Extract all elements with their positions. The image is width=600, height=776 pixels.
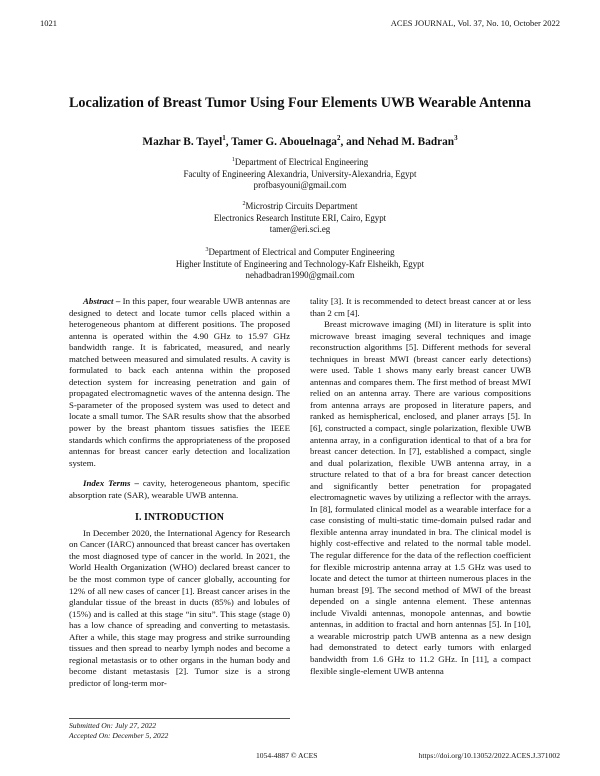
author-list: Mazhar B. Tayel$^1$, Tamer G. Abouelnaga$^2$, and Nehad M. Badran$^3$ [142, 134, 458, 148]
affiliation-2: $^2$Microstrip Circuits Department Electronics Research Institute ERI, Cairo, Egypt tamer@eri.sci.eg [40, 199, 560, 236]
affiliation-email: profbasyouni@gmail.com [253, 180, 347, 191]
affiliation-1: $^1$Department of Electrical Engineering Faculty of Engineering Alexandria, University-Alexandria, Egypt profbasyouni@gmail.com [40, 155, 560, 192]
affiliation-org: Faculty of Engineering Alexandria, University-Alexandria, Egypt [183, 168, 417, 179]
index-terms: Index Terms – cavity, heterogeneous phantom, specific absorption rate (SAR), wearable UWB antenna. [69, 478, 290, 500]
issn-footer: 1054-4887 © ACES [256, 751, 318, 760]
author-name: Tamer G. Abouelnaga [231, 135, 337, 148]
accepted-date: Accepted On: December 5, 2022 [69, 731, 169, 740]
affiliation-dept: Department of Electrical and Computer Engineering [208, 246, 395, 257]
affiliation-email: tamer@eri.sci.eg [269, 224, 331, 235]
body-paragraph: Breast microwave imaging (MI) in literature is split into microwave breast imaging several techniques and image reconstruction algorithms [5]. Different methods for several techniques in breast MWI (breast cancer early detections) were used. Table 1 shows many early breast cancer UWB antennas and compares them. The first method of breast MWI relied on an antenna array. There are various compositions from antenna arrays are proposed in literature papers, and ranked as hemispherical, enclosed, and planer arrays [5]. In [6], constructed a compact, single polarization, flexible UWB antenna array, in a configuration identical to that of a bra for breast cancer detection. In [7], established a compact, single and dual polarization, flexible UWB antenna array, in a structure related to that of a bra for breast cancer detection and significantly better penetration for propagated electromagnetic waves by utilizing a reflector with the arrays. In [8], formulated clinical model as a wearable interface for a case consisting of multi-static time-domain pulsed radar and flexible antenna array inundated in bra. The clinical model is highly cost-effective and related to the normal table model. The regular difference for the data of the reflection coefficient for flexible microstrip antenna array at 1.5 GHz was used to locate and detect the tumor at thirteen numerous places in the human breast [9]. The second method of MWI of the breast depended on a single antenna element. These antennas include Vivaldi antennas, monopole antennas, and bowtie antennas, in addition to fractal and horn antennas [5]. In [10], a wearable microstrip patch UWB antenna as a new design had demonstrated to detect early tumors with enlarged bandwidth from 1.6 GHz to 11.2 GHz. In [11], a compact flexible single-element UWB antenna [310, 319, 531, 676]
intro-paragraph: In December 2020, the International Agency for Research on Cancer (IARC) announced that breast cancer has overtaken the most diagnosed type of cancer in the world. In 2021, the World Health Organization (WHO) declared breast cancer to be the most common type of cancer globally, accounting for 12% of all new cases of cancer [1]. Breast cancer arises in the glandular tissue of the breast in ducts (85%) and lobules of (15%) and is called at this stage “in situ”. This stage (stage 0) has a low chance of spreading and converting to metastasis. After a while, this stage may progress and strike surrounding tissues and then spread to nearby lymph nodes and become a regional metastasis or to other organs in the human body and become distant metastasis [2]. Tumor size is a strong predictor of long-term mor- [69, 527, 290, 688]
paper-title: Localization of Breast Tumor Using Four Elements UWB Wearable Antenna [68, 95, 532, 111]
left-column [69, 296, 290, 690]
author-name: Mazhar B. Tayel [142, 135, 223, 148]
author-affil-mark: 3 [454, 134, 458, 142]
body-paragraph: tality [3]. It is recommended to detect breast cancer at or less than 2 cm [4]. [310, 296, 531, 318]
doi-link[interactable]: https://doi.org/10.13052/2022.ACES.J.371002 [418, 751, 560, 760]
affiliation-org: Electronics Research Institute ERI, Cairo, Egypt [213, 212, 387, 223]
affiliation-email: nehadbadran1990@gmail.com [245, 270, 355, 281]
index-terms-text: cavity, heterogeneous phantom, specific absorption rate (SAR), wearable UWB antenna. [69, 478, 290, 500]
affiliation-dept: Microstrip Circuits Department [245, 200, 358, 211]
submission-footnote [69, 718, 290, 741]
author-affil-mark: 2 [336, 134, 341, 142]
journal-header: ACES JOURNAL, Vol. 37, No. 10, October 2022 [390, 18, 560, 28]
abstract: Abstract – In this paper, four wearable UWB antennas are designed to detect and locate tumor cells placed within a heterogeneous phantom at different positions. The proposed antenna is operated within the 4.90 GHz to 15.97 GHz bandwidth range. It is fabricated, measured, and nearly matched between measured and simulated results. A cavity is formulated to back each antenna within the proposed detection system for increasing penetration and gain of propagated electromagnetic waves of the antenna design. The S-parameter of the proposed system was used to detect and locate a small tumor. The SAR results show that the absorbed power by the breast phantom tissues satisfies the IEEE standards which confirms the appropriateness of the proposed antennas for breast cancer early detection and localization system. [69, 296, 290, 468]
affiliation-3: $^3$Department of Electrical and Computer Engineering Higher Institute of Engineering and Technology-Kafr Elsheikh, Egypt nehadbadran1990@gmail.com [40, 245, 560, 282]
section-heading: I. INTRODUCTION [135, 512, 224, 524]
author-affil-mark: 1 [222, 134, 226, 142]
abstract-label: Abstract [83, 296, 114, 306]
right-column [310, 296, 531, 677]
page-number: 1021 [40, 18, 57, 28]
index-terms-label: Index Terms [83, 478, 131, 489]
affiliation-org: Higher Institute of Engineering and Technology-Kafr Elsheikh, Egypt [175, 258, 425, 269]
author-name: Nehad M. Badran [367, 135, 455, 148]
affiliation-dept: Department of Electrical Engineering [234, 156, 369, 167]
submitted-date: Submitted On: July 27, 2022 [69, 721, 157, 730]
abstract-text: In this paper, four wearable UWB antennas are designed to detect and locate tumor cells placed within a heterogeneous phantom at different positions. The proposed antenna is operated within the 4.90 GHz to 15.97 GHz bandwidth range. It is fabricated, measured, and nearly matched between measured and simulated results. A cavity is formulated to back each antenna within the proposed detection system for increasing penetration and gain of propagated electromagnetic waves of the antenna design. The S-parameter of the proposed system was used to detect and locate a small tumor. The SAR results show that the absorbed power by the breast phantom tissues satisfies the IEEE standards which confirms the appropriateness of the proposed antennas for breast cancer early detection and localization system. [69, 296, 290, 468]
